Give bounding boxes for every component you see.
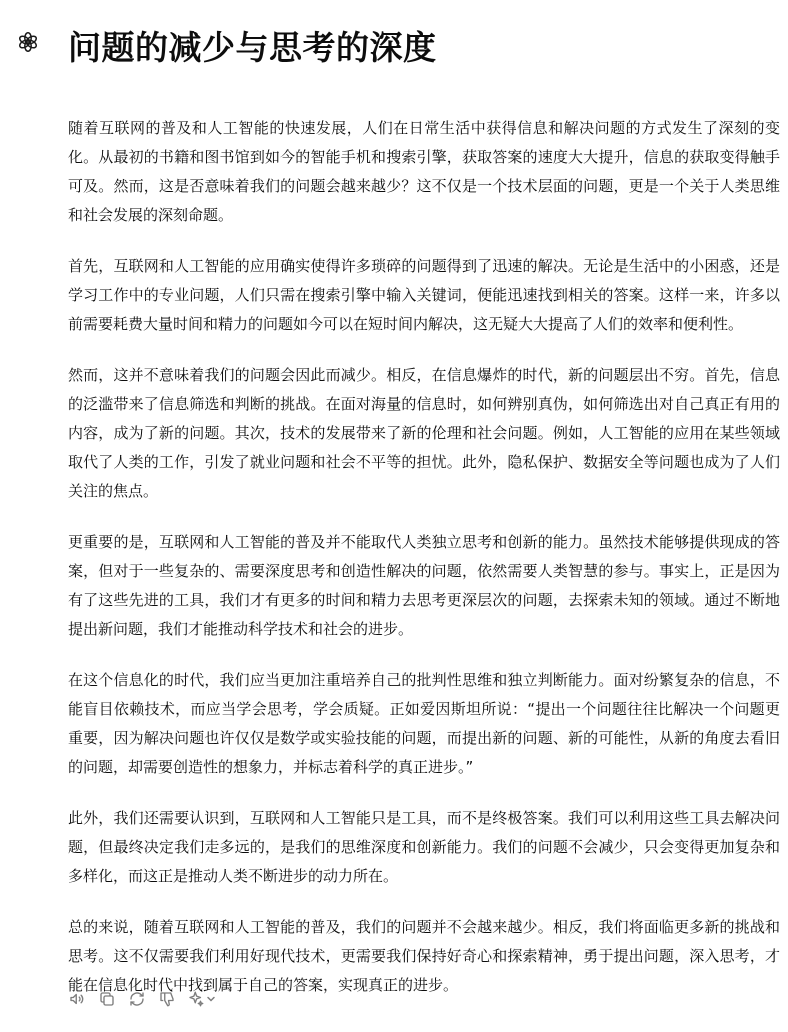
message-paragraph: 在这个信息化的时代，我们应当更加注重培养自己的批判性思维和独立判断能力。面对纷繁复杂的信息，不能盲目依赖技术，而应当学会思考，学会质疑。正如爱因斯坦所说：“提出一个问题往往比解决一个问题更重要，因为解决问题也许仅仅是数学或实验技能的问题，而提出新的问题、新的可能性，从新的角度去看旧的问题，却需要创造性的想象力，并标志着科学的真正进步。” bbox=[68, 671, 780, 776]
regenerate-icon bbox=[128, 990, 146, 1008]
message-paragraph: 首先，互联网和人工智能的应用确实使得许多琐碎的问题得到了迅速的解决。无论是生活中的小困惑，还是学习工作中的专业问题，人们只需在搜索引擎中输入关键词，便能迅速找到相关的答案。这样一来，许多以前需要耗费大量时间和精力的问题如今可以在短时间内解决，这无疑大大提高了人们的效率和便利性。 bbox=[68, 257, 780, 333]
message-paragraph: 随着互联网的普及和人工智能的快速发展，人们在日常生活中获得信息和解决问题的方式发生了深刻的变化。从最初的书籍和图书馆到如今的智能手机和搜索引擎，获取答案的速度大大提升，信息的获取变得触手可及。然而，这是否意味着我们的问题会越来越少？这不仅是一个技术层面的问题，更是一个关于人类思维和社会发展的深刻命题。 bbox=[68, 119, 780, 224]
bad-response-button[interactable] bbox=[154, 986, 180, 1012]
copy-button[interactable] bbox=[94, 986, 120, 1012]
thumbs-down-icon bbox=[158, 990, 176, 1008]
chevron-down-icon bbox=[205, 994, 216, 1004]
message-title: 问题的减少与思考的深度 bbox=[68, 28, 437, 67]
copy-icon bbox=[98, 990, 116, 1008]
switch-model-button[interactable] bbox=[184, 986, 218, 1012]
message-action-bar bbox=[64, 986, 218, 1012]
sparkle-model-icon bbox=[187, 990, 205, 1008]
message-paragraph: 总的来说，随着互联网和人工智能的普及，我们的问题并不会越来越少。相反，我们将面临更多新的挑战和思考。这不仅需要我们利用好现代技术，更需要我们保持好奇心和探索精神，勇于提出问题，深入思考，才能在信息化时代中找到属于自己的答案，实现真正的进步。 bbox=[68, 918, 780, 994]
message-paragraph: 然而，这并不意味着我们的问题会因此而减少。相反，在信息爆炸的时代，新的问题层出不穷。首先，信息的泛滥带来了信息筛选和判断的挑战。在面对海量的信息时，如何辨别真伪，如何筛选出对自己真正有用的内容，成为了新的问题。其次，技术的发展带来了新的伦理和社会问题。例如，人工智能的应用在某些领域取代了人类的工作，引发了就业问题和社会不平等的担忧。此外，隐私保护、数据安全等问题也成为了人们关注的焦点。 bbox=[68, 366, 780, 500]
regenerate-button[interactable] bbox=[124, 986, 150, 1012]
message-paragraph: 更重要的是，互联网和人工智能的普及并不能取代人类独立思考和创新的能力。虽然技术能够提供现成的答案，但对于一些复杂的、需要深度思考和创造性解决的问题，依然需要人类智慧的参与。事实上，正是因为有了这些先进的工具，我们才有更多的时间和精力去思考更深层次的问题，去探索未知的领域。通过不断地提出新问题，我们才能推动科学技术和社会的进步。 bbox=[68, 533, 780, 638]
message-paragraph: 此外，我们还需要认识到，互联网和人工智能只是工具，而不是终极答案。我们可以利用这些工具去解决问题，但最终决定我们走多远的，是我们的思维深度和创新能力。我们的问题不会减少，只会变得更加复杂和多样化，而这正是推动人类不断进步的动力所在。 bbox=[68, 809, 780, 885]
read-aloud-button[interactable] bbox=[64, 986, 90, 1012]
assistant-message bbox=[68, 22, 780, 1000]
speaker-icon bbox=[68, 990, 86, 1008]
assistant-avatar bbox=[16, 30, 40, 54]
openai-logo-icon bbox=[16, 30, 40, 54]
